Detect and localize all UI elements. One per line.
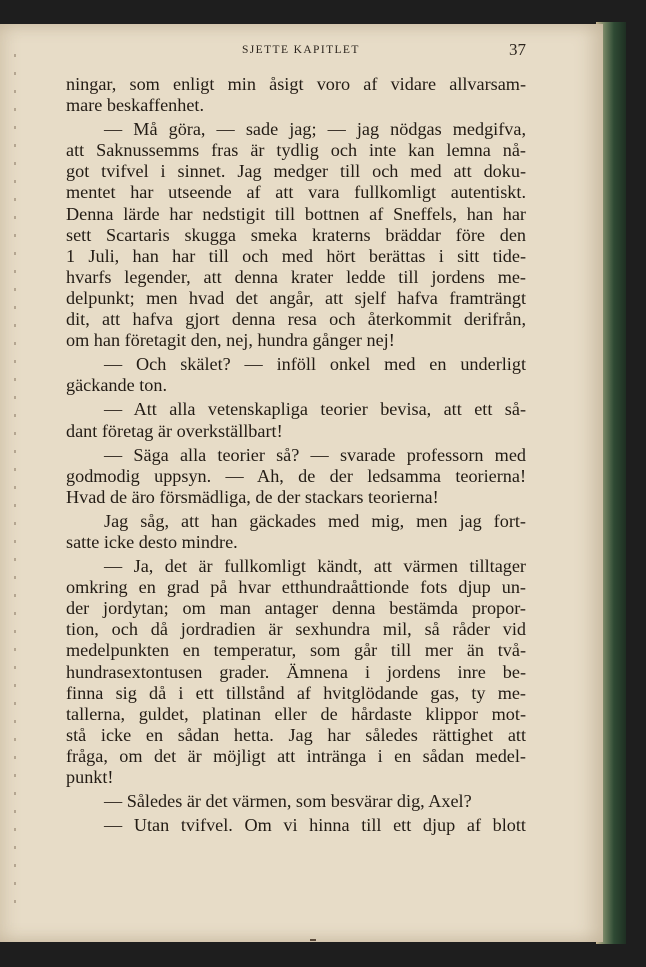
text-line: — Och skälet? — inföll onkel med en underligt: [104, 354, 526, 375]
text-line: medelpunkten en temperatur, som går till mer än två-: [66, 640, 526, 661]
text-line: omkring en grad på hvar etthundraåttionde fots djup un-: [66, 577, 526, 598]
text-line: tion, och då jordradien är sexhundra mil, så råder vid: [66, 619, 526, 640]
paragraph: [66, 445, 526, 508]
text-line: — Må göra, — sade jag; — jag nödgas medgifva,: [104, 119, 526, 140]
text-line: fråga, om det är möjligt att intränga i en sådan medel-: [66, 745, 526, 766]
paragraph: [66, 354, 526, 396]
paragraph: [66, 791, 526, 812]
text-line: punkt!: [66, 767, 114, 787]
running-head: [66, 42, 526, 62]
text-line: — Att alla vetenskapliga teorier bevisa, att ett så-: [104, 399, 526, 420]
text-line: Denna lärde har nedstigit till bottnen af Sneffels, han har: [66, 203, 526, 224]
text-line: hvarfs legender, att denna krater ledde till jordens me-: [66, 266, 526, 287]
text-line: mare beskaffenhet.: [66, 95, 205, 116]
running-title: SJETTE KAPITLET: [242, 44, 360, 56]
text-line: ningar, som enligt min åsigt voro af vidare allvarsam-: [66, 74, 526, 94]
text-line: att Saknussemms fras är tydlig och inte kan lemna nå-: [66, 140, 526, 161]
paragraph: [66, 74, 526, 116]
text-line: Jag såg, att han gäckades med mig, men jag fort-: [104, 510, 526, 531]
binding-gutter: [14, 54, 16, 914]
paragraph: [66, 556, 526, 788]
text-line: om han företagit den, nej, hundra gånger nej!: [66, 330, 395, 351]
text-line: Hvad de äro försmädliga, de der stackars teorierna!: [66, 486, 439, 507]
text-line: mentet har utseende af att vara fullkomligt autentiskt.: [66, 182, 526, 203]
page-number: 37: [509, 40, 526, 59]
text-line: dit, att hafva gjort denna resa och återkommit derifrån,: [66, 309, 526, 330]
text-line: — Således är det värmen, som besvärar dig, Axel?: [104, 791, 472, 812]
text-line: gäckande ton.: [66, 375, 167, 396]
text-line: — Utan tvifvel. Om vi hinna till ett djup af blott: [104, 815, 526, 836]
text-line: godmodig uppsyn. — Ah, de der ledsamma teorierna!: [66, 465, 526, 486]
text-line: 1 Juli, han har till och med hört berättas i sitt tide-: [66, 245, 526, 266]
print-mark: [310, 939, 316, 941]
paragraph: [66, 815, 526, 836]
text-line: finna sig då i ett tillstånd af hvitglödande gas, ty me-: [66, 682, 526, 703]
body-text: [66, 74, 526, 839]
text-line: stå icke en sådan hetta. Jag har således rättighet att: [66, 724, 526, 745]
paragraph: [66, 399, 526, 441]
text-line: tallerna, guldet, platinan eller de hårdaste klippor mot-: [66, 703, 526, 724]
text-line: delpunkt; men hvad det angår, att sjelf hafva framträngt: [66, 287, 526, 308]
paragraph: [66, 119, 526, 351]
text-line: sett Scartaris skugga smeka kraterns bräddar före den: [66, 224, 526, 245]
text-line: — Ja, det är fullkomligt kändt, att värmen tilltager: [104, 556, 526, 577]
paragraph: [66, 511, 526, 553]
text-line: — Säga alla teorier så? — svarade professorn med: [104, 444, 526, 465]
text-line: got tvifvel i sinnet. Jag medger till och med att doku-: [66, 161, 526, 182]
text-line: dant företag är overkställbart!: [66, 420, 283, 441]
text-line: hundrasextontusen grader. Ämnena i jordens inre be-: [66, 661, 526, 682]
text-line: der jordytan; om man antager denna bestämda propor-: [66, 598, 526, 619]
text-line: satte icke desto mindre.: [66, 531, 238, 552]
